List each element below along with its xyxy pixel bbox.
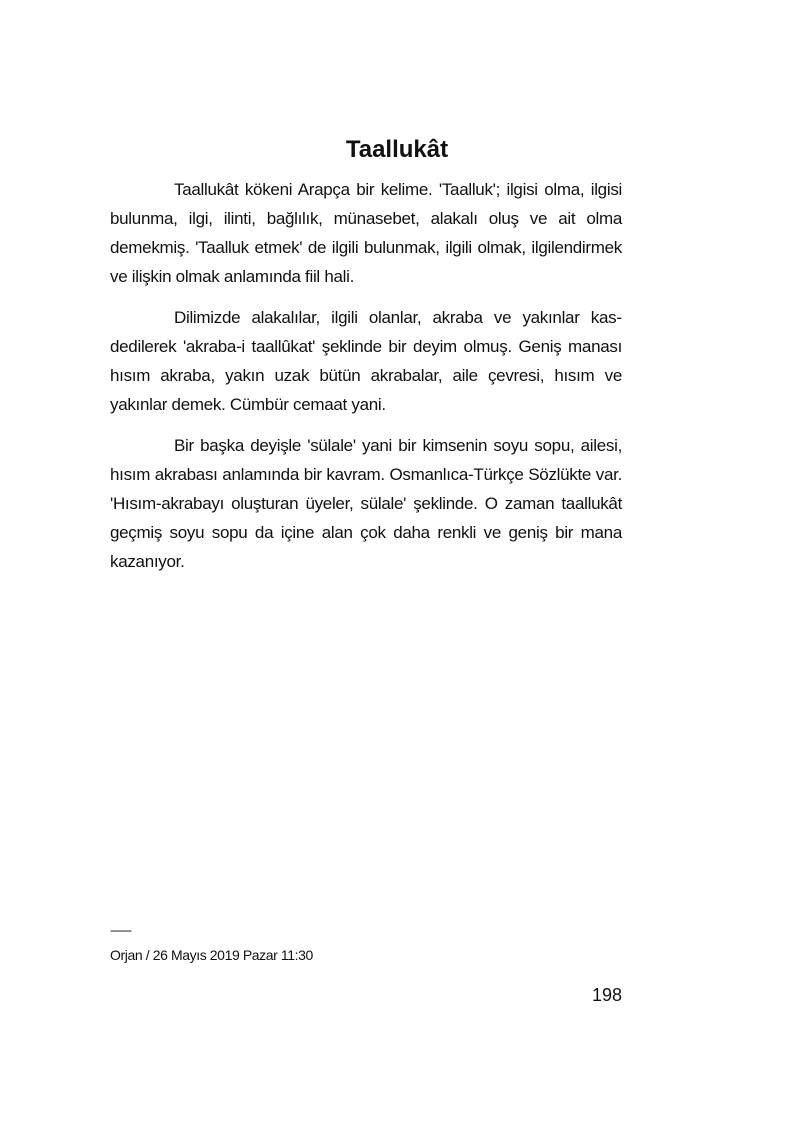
paragraph-2: Dilimizde alakalılar, ilgili olanlar, akraba ve yakınlar kasdedilerek 'akraba-i taallûkat' şeklinde bir deyim olmuş. Geniş manası hısım akraba, yakın uzak bütün akrabalar, aile çevresi, hısım ve yakınlar demek. Cümbür cemaat yani.	[110, 308, 622, 414]
paragraph-3: Bir başka deyişle 'sülale' yani bir kimsenin soyu sopu, ailesi, hısım akrabası anlamında bir kavram. Osmanlıca-Türkçe Sözlükte var. 'Hısım-akrabayı oluşturan üyeler, sülale' şeklinde. O zaman taallukât geçmiş soyu sopu da içine alan çok daha renkli ve geniş bir mana kazanıyor.	[110, 436, 622, 571]
footnote-text: Orjan / 26 Mayıs 2019 Pazar 11:30	[110, 947, 313, 963]
page-title: Taallukât	[345, 136, 449, 163]
page-number: 198	[591, 985, 622, 1005]
footnote-separator: -------	[110, 923, 131, 937]
body-text	[110, 175, 622, 588]
paragraph-1: Taallukât kökeni Arapça bir kelime. 'Taalluk'; ilgisi olma, ilgisi bulunma, ilgi, ilinti, bağlılık, münasebet, alakalı oluş ve ait olma demekmiş. 'Taalluk etmek' de ilgili bulunmak, ilgili olmak, ilgilendirmek ve ilişkin olmak anlamında fiil hali.	[110, 180, 622, 286]
